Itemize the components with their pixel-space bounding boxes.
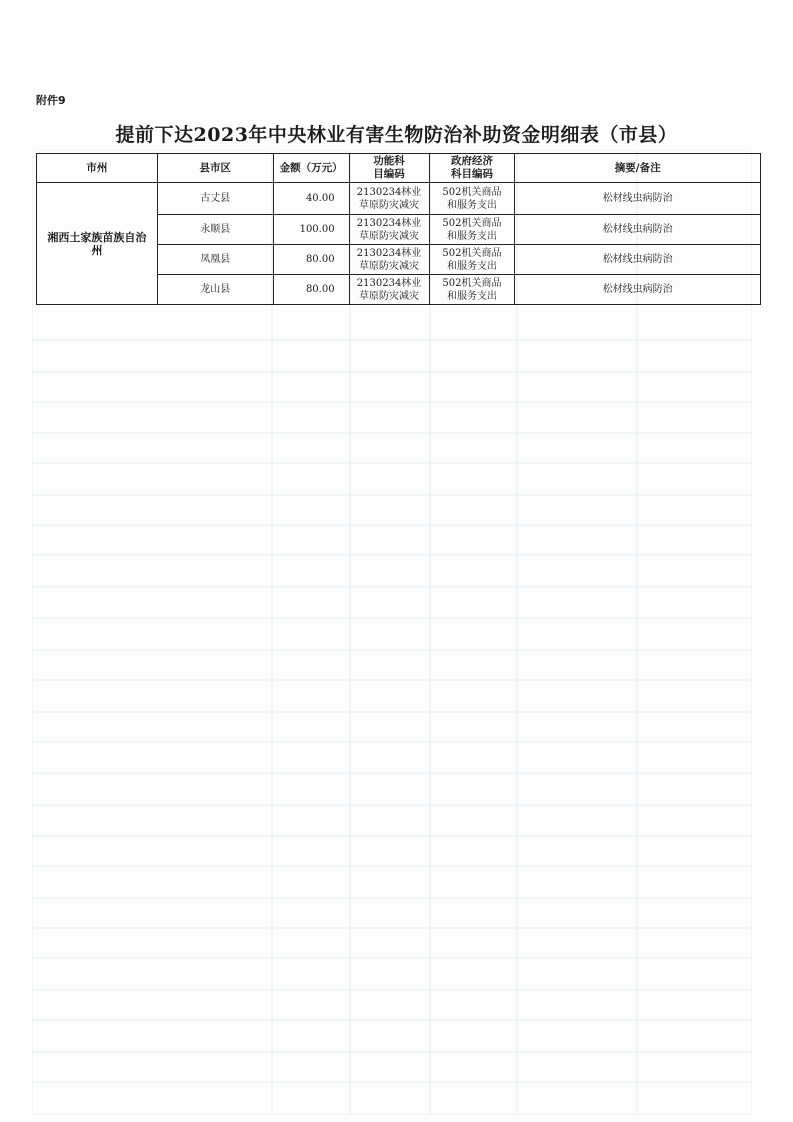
page-title: 提前下达2023年中央林业有害生物防治补助资金明细表（市县） (115, 124, 678, 146)
header-amount: 金额（万元） (273, 154, 349, 183)
prefecture-cell: 湘西土家族苗族自治州 (37, 183, 158, 305)
table-row (37, 183, 761, 215)
amount-cell: 40.00 (273, 183, 349, 215)
func-code-cell: 2130234林业 草原防灾减灾 (349, 275, 429, 305)
func-code-cell: 2130234林业 草原防灾减灾 (349, 245, 429, 275)
header-econ-code: 政府经济 科目编码 (429, 154, 515, 183)
econ-code-cell: 502机关商品 和服务支出 (429, 183, 515, 215)
header-func-code: 功能科 目编码 (349, 154, 429, 183)
econ-code-cell: 502机关商品 和服务支出 (429, 215, 515, 245)
funding-detail-table (36, 153, 761, 305)
func-code-cell: 2130234林业 草原防灾减灾 (349, 215, 429, 245)
func-code-cell: 2130234林业 草原防灾减灾 (349, 183, 429, 215)
amount-cell: 100.00 (273, 215, 349, 245)
amount-cell: 80.00 (273, 275, 349, 305)
header-prefecture: 市州 (37, 154, 158, 183)
county-cell: 凤凰县 (157, 245, 273, 275)
header-county: 县市区 (157, 154, 273, 183)
table-header-row (37, 154, 761, 183)
econ-code-cell: 502机关商品 和服务支出 (429, 275, 515, 305)
county-cell: 永顺县 (157, 215, 273, 245)
amount-cell: 80.00 (273, 245, 349, 275)
county-cell: 龙山县 (157, 275, 273, 305)
remark-cell: 松材线虫病防治 (515, 215, 761, 245)
header-remark: 摘要/备注 (515, 154, 761, 183)
remark-cell: 松材线虫病防治 (515, 183, 761, 215)
remark-cell: 松材线虫病防治 (515, 245, 761, 275)
econ-code-cell: 502机关商品 和服务支出 (429, 245, 515, 275)
attachment-label: 附件9 (36, 94, 66, 107)
county-cell: 古丈县 (157, 183, 273, 215)
remark-cell: 松材线虫病防治 (515, 275, 761, 305)
